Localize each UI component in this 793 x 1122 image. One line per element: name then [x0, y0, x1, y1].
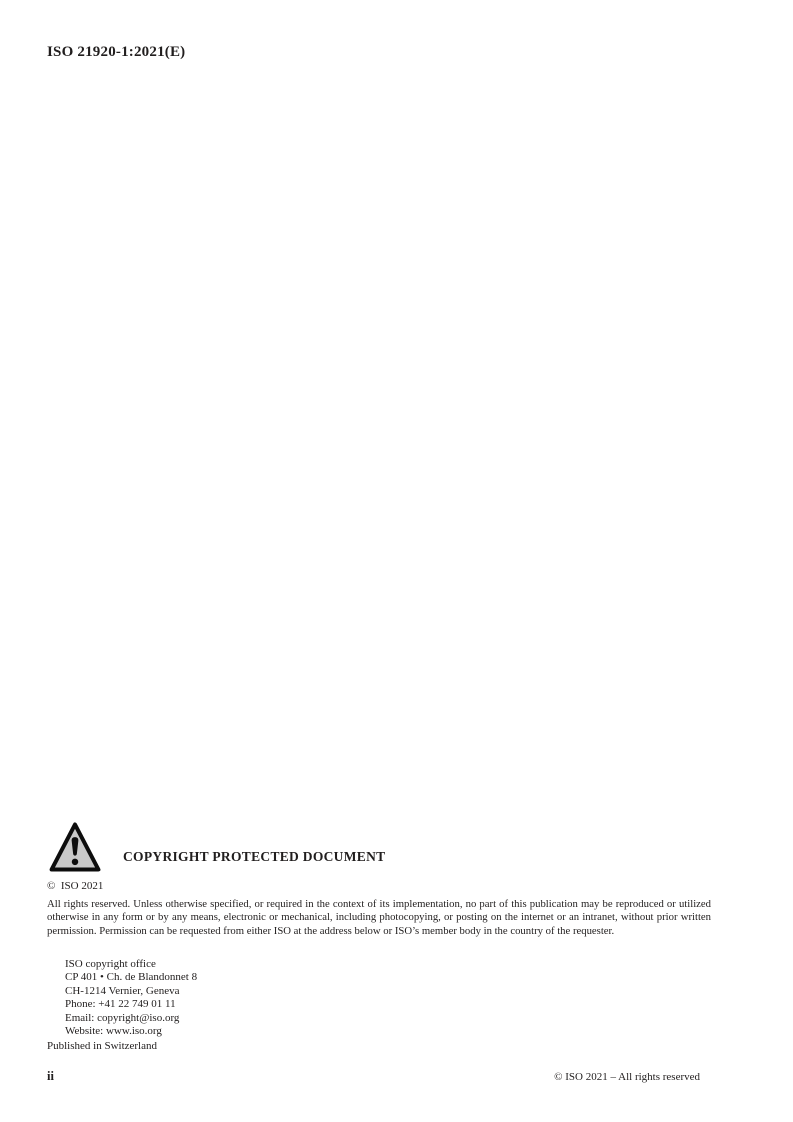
address-line-street: CP 401 • Ch. de Blandonnet 8 — [65, 971, 198, 984]
document-reference-header: ISO 21920-1:2021(E) — [47, 44, 186, 60]
address-line-website: Website: www.iso.org — [65, 1025, 162, 1038]
copyright-body-text: All rights reserved. Unless otherwise specified, or required in the context of its implementation, no part of this publication may be reproduced or utilized otherwise in any form or by any means, electronic or mechanical, including photocopying, or posting on the internet or an intranet, without prior written permission. Permission can be requested from either ISO at the address below or ISO’s member body in the country of the requester. — [47, 898, 711, 937]
iso-address-block — [65, 958, 197, 1038]
page-number: ii — [47, 1069, 54, 1083]
warning-triangle-icon — [48, 819, 102, 875]
address-line-email: Email: copyright@iso.org — [65, 1011, 180, 1024]
address-line-city: CH-1214 Vernier, Geneva — [65, 984, 180, 997]
copyright-year-notice: © ISO 2021 — [47, 880, 104, 892]
copyright-protected-heading: COPYRIGHT PROTECTED DOCUMENT — [123, 849, 386, 864]
published-in-line: Published in Switzerland — [47, 1040, 157, 1052]
address-line-phone: Phone: +41 22 749 01 11 — [65, 998, 176, 1011]
footer-copyright-text: © ISO 2021 – All rights reserved — [554, 1071, 700, 1083]
address-line-office: ISO copyright office — [65, 958, 156, 970]
